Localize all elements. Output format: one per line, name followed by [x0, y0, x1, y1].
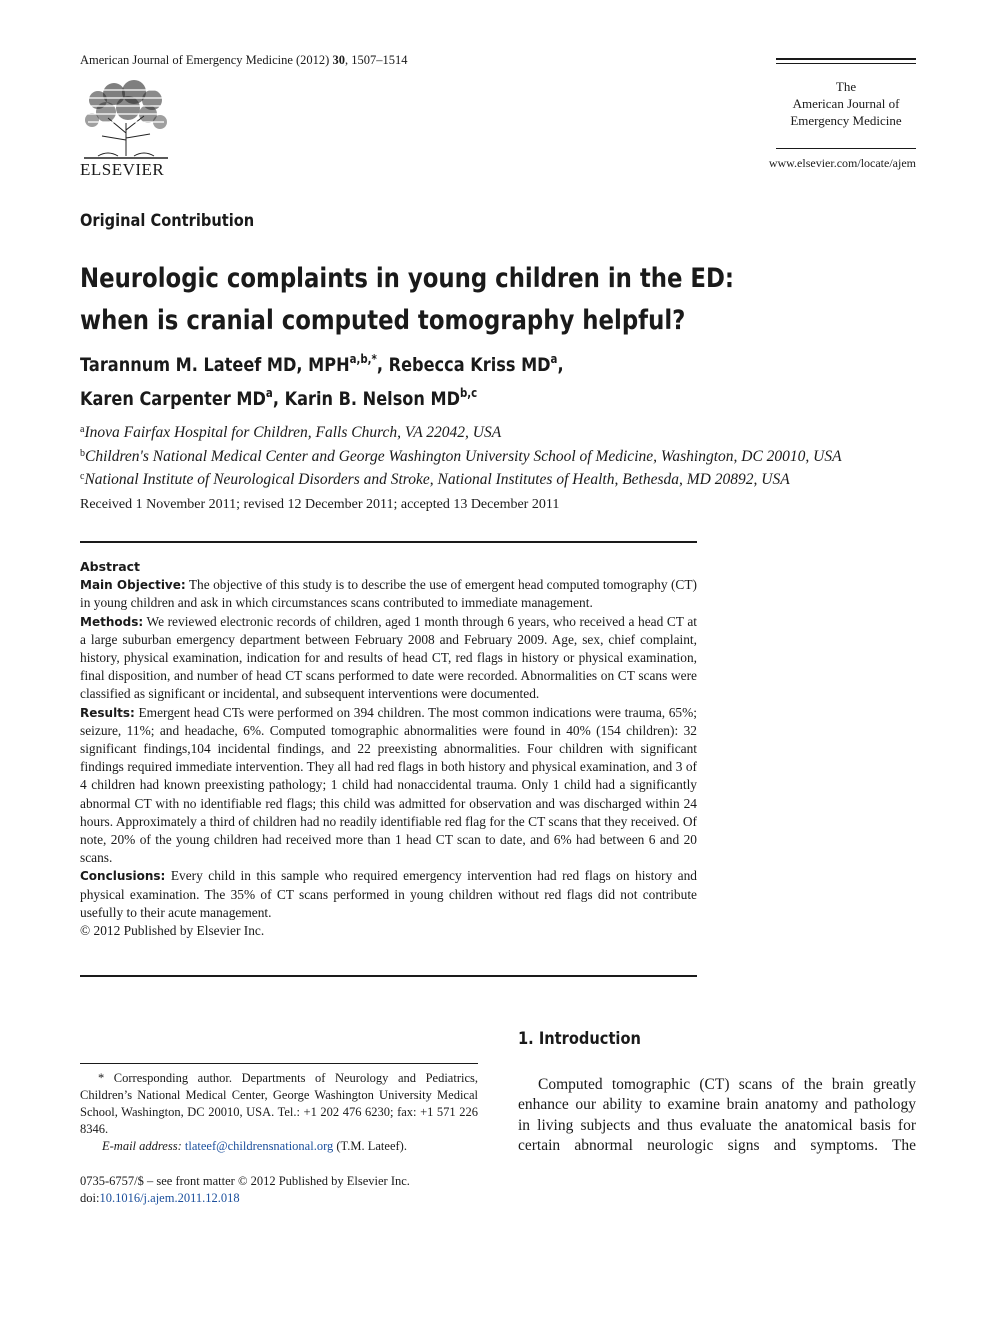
front-matter-line: 0735-6757/$ – see front matter © 2012 Published by Elsevier Inc. [80, 1174, 410, 1188]
masthead-rule-top-thin [776, 63, 916, 64]
citation-volume: 30 [332, 53, 345, 67]
affiliation-mark: a [80, 424, 85, 435]
results-text: Emergent head CTs were performed on 394 children. The most common indications were trauma, 65%; seizure, 11%; and headache, 6%. Computed tomographic abnormalities were found in 40% (154 children): 32 significant findings,104 incidental findings, and 22 preexisting abnormalities. Four children with significant findings required immediate intervention. They all had red flags in both history and physical examination, and 3 of 4 children had known preexisting pathology; 1 child had nonaccidental trauma. Only 1 child had a significantly abnormal CT with no identifiable red flags; this child was admitted for observation and was discharged within 24 hours. Approximately a third of children had no readily identifiable red flag for the CT scans that they received. Of note, 20% of the young children had received more than 1 head CT scan to date, and 6% had between 6 and 20 scans. [80, 704, 697, 866]
masthead-line-2: American Journal of [792, 96, 900, 111]
abstract-conclusions [80, 867, 697, 922]
email-link[interactable]: tlateef@childrensnational.org [184, 1139, 334, 1153]
results-label: Results: [80, 705, 135, 720]
affiliation-text: Children's National Medical Center and George Washington University School of Medicine, Washington, DC 20010, USA [85, 447, 842, 465]
intro-line: enhance our ability to examine brain anatomy and pathology [518, 1096, 916, 1114]
intro-line-text: Computed tomographic (CT) scans of the brain greatly [538, 1076, 916, 1093]
intro-line [518, 1075, 916, 1095]
journal-url-link[interactable]: www.elsevier.com/locate/ajem [768, 156, 916, 170]
objective-text: The objective of this study is to describe the use of emergent head computed tomography (CT) in young children and ask in which circumstances scans contributed to immediate management. [80, 577, 698, 611]
intro-line: certain abnormal neurologic signs and symptoms. The [518, 1136, 916, 1154]
abstract-objective [80, 576, 697, 612]
doi-link[interactable]: 10.1016/j.ajem.2011.12.018 [99, 1191, 240, 1205]
title-line-2: when is cranial computed tomography helpful? [80, 305, 686, 336]
affiliation-text: National Institute of Neurological Disorders and Stroke, National Institutes of Health, Bethesda, MD 20892, USA [84, 471, 790, 488]
conclusions-label: Conclusions: [80, 869, 166, 884]
title-line-1: Neurologic complaints in young children in the ED: [80, 263, 735, 294]
affiliation-text: Inova Fairfax Hospital for Children, Falls Church, VA 22042, USA [84, 424, 502, 441]
masthead-line-1: The [835, 79, 857, 94]
affiliation-item [80, 444, 842, 468]
email-label: E-mail address: [102, 1139, 182, 1153]
journal-citation [80, 53, 407, 68]
author-separator: , [557, 354, 564, 376]
author-affiliation-mark: a [550, 352, 558, 366]
citation-journal: American Journal of Emergency Medicine (2012) [80, 53, 330, 67]
author-name: Karen Carpenter MD [80, 388, 266, 410]
publisher-name: ELSEVIER [80, 160, 165, 179]
abstract-methods [80, 613, 697, 704]
author-separator: , [272, 388, 285, 410]
masthead-line-3: Emergency Medicine [790, 113, 902, 128]
citation-pages: , 1507–1514 [344, 53, 408, 67]
methods-label: Methods: [80, 614, 144, 629]
affiliation-item [80, 467, 842, 491]
abstract-rule-bottom [80, 975, 697, 977]
author-name: Tarannum M. Lateef MD, MPH [80, 354, 350, 376]
conclusions-text: Every child in this sample who required emergency intervention had red flags on history and physical examination. The 35% of CT scans performed in young children without red flags did not contribute usefully to their acute management. [80, 868, 697, 920]
email-line [80, 1138, 478, 1155]
affiliations [80, 420, 842, 491]
abstract-results [80, 704, 697, 868]
affiliation-mark: c [80, 471, 85, 482]
issn-block [80, 1173, 410, 1207]
article-title [80, 258, 854, 342]
methods-text: We reviewed electronic records of children, aged 1 month through 6 years, who received a head CT at a large suburban emergency department between February 2008 and February 2009. Age, sex, chief complaint, history, physical examination, indication for and results of head CT, red flags in history or physical examination, final disposition, and number of head CT scans performed to date were recorded. Abnormalities on CT scans were classified as significant or incidental, and subsequent interventions were documented. [80, 613, 697, 702]
corresponding-author-footnote [80, 1070, 478, 1155]
introduction-heading: 1. Introduction [518, 1029, 641, 1049]
doi-label: doi: [80, 1191, 100, 1205]
intro-line: in living subjects and thus evaluate the anatomical basis for [518, 1116, 916, 1134]
doi-line [80, 1190, 410, 1207]
footnote-rule [80, 1063, 478, 1064]
introduction-text [518, 1075, 916, 1156]
abstract-heading: Abstract [80, 559, 141, 574]
author-list [80, 345, 649, 413]
author-affiliation-mark: a [265, 386, 273, 400]
abstract-block [80, 558, 697, 940]
abstract-rule-top [80, 541, 697, 543]
author-name: Karin B. Nelson MD [284, 388, 461, 410]
masthead-rule-bottom [776, 148, 916, 149]
section-label: Original Contribution [80, 211, 255, 231]
masthead-rule-top [776, 58, 916, 60]
abstract-copyright: © 2012 Published by Elsevier Inc. [80, 923, 265, 939]
affiliation-mark: b [80, 447, 85, 459]
journal-masthead [776, 78, 916, 129]
affiliation-item [80, 420, 842, 444]
author-separator: , [376, 354, 389, 376]
objective-label: Main Objective: [80, 578, 186, 593]
author-affiliation-mark: a,b,* [349, 352, 377, 366]
received-dates: Received 1 November 2011; revised 12 December 2011; accepted 13 December 2011 [80, 497, 560, 512]
author-affiliation-mark: b,c [460, 386, 478, 400]
author-name: Rebecca Kriss MD [388, 354, 551, 376]
corresponding-author-text: * Corresponding author. Departments of Neurology and Pediatrics, Children’s National Medical Center, George Washington University Medical School, Washington, DC 20010, USA. Tel.: +1 202 476 6230; fax: +1 571 226 8346. [80, 1071, 478, 1136]
email-owner: (T.M. Lateef). [333, 1139, 407, 1153]
